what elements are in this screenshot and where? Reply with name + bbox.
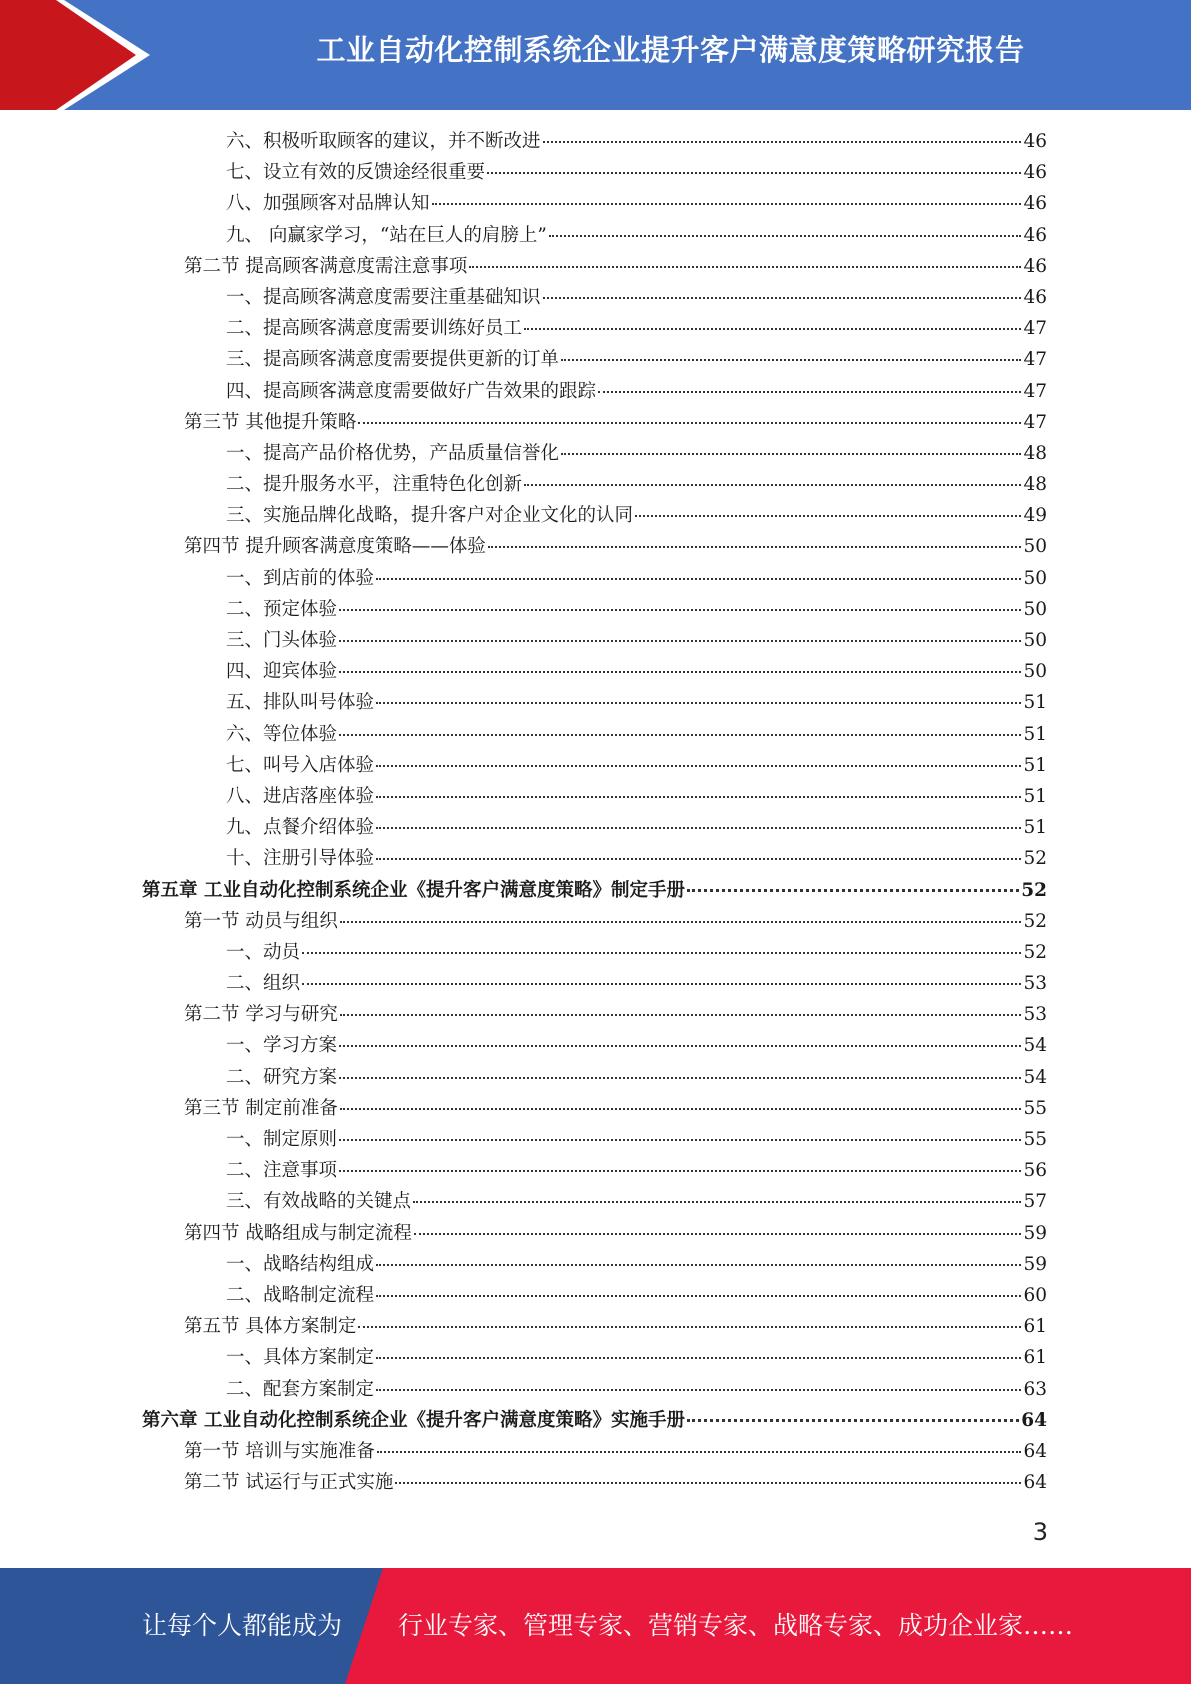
toc-entry-page: 48 xyxy=(1023,442,1047,464)
toc-entry-title: 七、叫号入店体验 xyxy=(226,754,375,776)
toc-entry-page: 50 xyxy=(1023,661,1047,683)
toc-entry[interactable] xyxy=(142,1187,1047,1218)
toc-dot-leader xyxy=(339,609,1021,611)
toc-entry[interactable] xyxy=(142,501,1047,532)
toc-dot-leader xyxy=(376,796,1021,798)
toc-entry-title: 一、具体方案制定 xyxy=(226,1347,375,1369)
toc-entry-page: 55 xyxy=(1023,1097,1047,1119)
toc-dot-leader xyxy=(395,1482,1021,1484)
toc-entry-page: 56 xyxy=(1023,1160,1047,1182)
toc-entry[interactable] xyxy=(142,1437,1047,1468)
toc-entry-page: 61 xyxy=(1023,1316,1047,1338)
toc-entry-title: 四、提高顾客满意度需要做好广告效果的跟踪 xyxy=(226,380,597,402)
toc-entry[interactable] xyxy=(142,1250,1047,1281)
toc-entry-title: 二、研究方案 xyxy=(226,1066,338,1088)
toc-entry[interactable] xyxy=(142,969,1047,1000)
toc-entry-page: 47 xyxy=(1023,318,1047,340)
toc-entry-page: 64 xyxy=(1021,1409,1047,1431)
toc-entry[interactable] xyxy=(142,439,1047,470)
toc-entry-page: 51 xyxy=(1023,692,1047,714)
toc-entry-title: 八、加强顾客对品牌认知 xyxy=(226,193,430,215)
toc-entry-page: 46 xyxy=(1023,131,1047,152)
toc-entry-page: 61 xyxy=(1023,1347,1047,1369)
toc-dot-leader xyxy=(376,1264,1021,1266)
toc-entry-title: 六、积极听取顾客的建议，并不断改进 xyxy=(226,131,541,152)
toc-entry-page: 64 xyxy=(1023,1440,1047,1462)
toc-entry-title: 三、有效战略的关键点 xyxy=(226,1191,412,1213)
toc-dot-leader xyxy=(376,827,1021,829)
toc-entry-page: 50 xyxy=(1023,567,1047,589)
toc-entry-page: 52 xyxy=(1021,879,1047,901)
toc-dot-leader xyxy=(376,858,1021,860)
toc-entry-title: 第五节 具体方案制定 xyxy=(184,1316,357,1338)
toc-entry-title: 一、战略结构组成 xyxy=(226,1253,375,1275)
toc-entry[interactable] xyxy=(142,1063,1047,1094)
toc-dot-leader xyxy=(376,578,1021,580)
page-footer xyxy=(0,1568,1191,1684)
toc-entry-page: 51 xyxy=(1023,723,1047,745)
chevron-logo-icon xyxy=(0,0,150,110)
toc-dot-leader xyxy=(339,1045,1021,1047)
toc-entry[interactable] xyxy=(142,377,1047,408)
toc-dot-leader xyxy=(376,1295,1021,1297)
toc-entry-title: 二、配套方案制定 xyxy=(226,1378,375,1400)
toc-entry-title: 二、预定体验 xyxy=(226,598,338,620)
toc-entry-page: 50 xyxy=(1023,630,1047,651)
toc-entry[interactable] xyxy=(142,1468,1047,1499)
toc-entry-page: 46 xyxy=(1023,162,1047,184)
toc-entry[interactable] xyxy=(142,595,1047,626)
toc-dot-leader xyxy=(376,1389,1021,1391)
toc-entry-title: 九、点餐介绍体验 xyxy=(226,817,375,839)
toc-entry[interactable] xyxy=(142,626,1047,657)
toc-entry[interactable] xyxy=(142,564,1047,595)
toc-dot-leader xyxy=(549,235,1022,237)
toc-entry[interactable] xyxy=(142,283,1047,314)
toc-entry-page: 64 xyxy=(1023,1472,1047,1494)
toc-entry-page: 51 xyxy=(1023,785,1047,807)
toc-entry-page: 59 xyxy=(1023,1253,1047,1275)
toc-dot-leader xyxy=(413,1201,1021,1203)
toc-entry[interactable] xyxy=(142,1406,1047,1437)
toc-entry[interactable] xyxy=(142,1000,1047,1031)
toc-dot-leader xyxy=(340,921,1022,923)
toc-entry-page: 54 xyxy=(1023,1066,1047,1088)
toc-entry[interactable] xyxy=(142,938,1047,969)
toc-dot-leader xyxy=(687,889,1019,892)
toc-entry-title: 一、学习方案 xyxy=(226,1035,338,1057)
toc-entry-page: 48 xyxy=(1023,474,1047,496)
toc-entry-page: 52 xyxy=(1023,910,1047,932)
toc-entry[interactable] xyxy=(142,127,1047,158)
toc-entry-title: 四、迎宾体验 xyxy=(226,661,338,683)
toc-entry-title: 九、 向赢家学习，“站在巨人的肩膀上” xyxy=(226,224,547,246)
toc-entry[interactable] xyxy=(142,532,1047,563)
toc-entry-title: 一、提高产品价格优势，产品质量信誉化 xyxy=(226,442,560,464)
toc-entry-title: 第三节 制定前准备 xyxy=(184,1097,338,1119)
toc-entry-page: 52 xyxy=(1023,941,1047,963)
page-number: 3 xyxy=(1032,1518,1048,1546)
toc-dot-leader xyxy=(469,266,1021,268)
toc-entry-page: 50 xyxy=(1023,598,1047,620)
toc-dot-leader xyxy=(339,734,1021,736)
toc-dot-leader xyxy=(376,1357,1021,1359)
toc-entry[interactable] xyxy=(142,408,1047,439)
toc-entry-title: 第五章 工业自动化控制系统企业《提升客户满意度策略》制定手册 xyxy=(142,879,685,901)
toc-dot-leader xyxy=(302,983,1021,985)
toc-dot-leader xyxy=(376,765,1021,767)
toc-dot-leader xyxy=(524,484,1021,486)
toc-entry-title: 五、排队叫号体验 xyxy=(226,692,375,714)
toc-dot-leader xyxy=(340,1108,1022,1110)
toc-entry-page: 46 xyxy=(1023,193,1047,215)
toc-dot-leader xyxy=(377,1451,1022,1453)
toc-entry[interactable] xyxy=(142,1219,1047,1250)
toc-entry-title: 第一节 动员与组织 xyxy=(184,910,338,932)
toc-entry[interactable] xyxy=(142,221,1047,252)
page-header xyxy=(0,0,1191,110)
toc-entry[interactable] xyxy=(142,688,1047,719)
toc-entry[interactable] xyxy=(142,158,1047,189)
toc-dot-leader xyxy=(302,952,1021,954)
toc-dot-leader xyxy=(414,1233,1022,1235)
toc-entry-page: 57 xyxy=(1023,1191,1047,1213)
toc-dot-leader xyxy=(635,515,1021,517)
toc-dot-leader xyxy=(561,453,1021,455)
table-of-contents xyxy=(142,127,1047,1499)
toc-entry-page: 54 xyxy=(1023,1035,1047,1057)
document-title: 工业自动化控制系统企业提升客户满意度策略研究报告 xyxy=(316,33,1025,67)
toc-entry-page: 51 xyxy=(1023,754,1047,776)
toc-entry[interactable] xyxy=(142,252,1047,283)
toc-entry[interactable] xyxy=(142,1375,1047,1406)
toc-entry[interactable] xyxy=(142,720,1047,751)
toc-entry[interactable] xyxy=(142,470,1047,501)
toc-entry-title: 六、等位体验 xyxy=(226,723,338,745)
toc-entry-title: 第四节 战略组成与制定流程 xyxy=(184,1222,412,1244)
toc-dot-leader xyxy=(339,671,1021,673)
toc-dot-leader xyxy=(598,391,1021,393)
toc-entry[interactable] xyxy=(142,1125,1047,1156)
toc-entry-title: 第六章 工业自动化控制系统企业《提升客户满意度策略》实施手册 xyxy=(142,1409,685,1431)
toc-entry-page: 55 xyxy=(1023,1129,1047,1150)
toc-entry[interactable] xyxy=(142,907,1047,938)
toc-entry[interactable] xyxy=(142,844,1047,875)
toc-entry[interactable] xyxy=(142,876,1047,907)
toc-entry-title: 第二节 学习与研究 xyxy=(184,1004,338,1026)
toc-entry[interactable] xyxy=(142,751,1047,782)
toc-entry-title: 一、到店前的体验 xyxy=(226,567,375,589)
toc-dot-leader xyxy=(543,297,1022,299)
toc-dot-leader xyxy=(488,546,1022,548)
toc-entry-title: 二、组织 xyxy=(226,973,301,995)
toc-dot-leader xyxy=(524,328,1021,330)
toc-dot-leader xyxy=(358,1326,1021,1328)
toc-entry[interactable] xyxy=(142,1281,1047,1312)
toc-dot-leader xyxy=(687,1419,1019,1422)
toc-entry-title: 八、进店落座体验 xyxy=(226,785,375,807)
toc-entry[interactable] xyxy=(142,813,1047,844)
toc-entry-title: 十、注册引导体验 xyxy=(226,848,375,870)
toc-dot-leader xyxy=(340,1014,1022,1016)
toc-dot-leader xyxy=(358,422,1021,424)
footer-slogan-right: 行业专家、管理专家、营销专家、战略专家、成功企业家…… xyxy=(398,1611,1074,1640)
toc-entry-title: 二、提升服务水平，注重特色化创新 xyxy=(226,474,523,496)
toc-entry-page: 53 xyxy=(1023,973,1047,995)
toc-entry-page: 49 xyxy=(1023,505,1047,527)
toc-entry[interactable] xyxy=(142,189,1047,220)
toc-entry-page: 46 xyxy=(1023,255,1047,277)
toc-entry-title: 三、门头体验 xyxy=(226,630,338,651)
toc-entry-page: 46 xyxy=(1023,286,1047,308)
toc-entry-title: 第三节 其他提升策略 xyxy=(184,411,357,433)
toc-entry[interactable] xyxy=(142,1094,1047,1125)
toc-dot-leader xyxy=(561,359,1021,361)
toc-dot-leader xyxy=(339,1139,1021,1141)
toc-entry-title: 七、设立有效的反馈途经很重要 xyxy=(226,162,486,184)
toc-entry-page: 47 xyxy=(1023,349,1047,371)
toc-entry[interactable] xyxy=(142,1312,1047,1343)
toc-entry-page: 60 xyxy=(1023,1284,1047,1306)
toc-entry-title: 二、注意事项 xyxy=(226,1160,338,1182)
toc-entry[interactable] xyxy=(142,782,1047,813)
toc-entry-title: 二、提高顾客满意度需要训练好员工 xyxy=(226,318,523,340)
toc-dot-leader xyxy=(432,203,1022,205)
toc-entry-title: 一、制定原则 xyxy=(226,1129,338,1150)
toc-entry-page: 52 xyxy=(1023,848,1047,870)
toc-entry-title: 一、动员 xyxy=(226,941,301,963)
toc-entry-title: 第四节 提升顾客满意度策略——体验 xyxy=(184,536,486,558)
toc-entry-page: 53 xyxy=(1023,1004,1047,1026)
toc-dot-leader xyxy=(543,141,1022,143)
toc-entry-page: 59 xyxy=(1023,1222,1047,1244)
toc-dot-leader xyxy=(339,640,1021,642)
toc-entry[interactable] xyxy=(142,345,1047,376)
footer-slogan-left: 让每个人都能成为 xyxy=(142,1611,343,1640)
toc-dot-leader xyxy=(376,702,1021,704)
toc-entry-title: 二、战略制定流程 xyxy=(226,1284,375,1306)
toc-dot-leader xyxy=(339,1077,1021,1079)
toc-dot-leader xyxy=(487,172,1021,174)
toc-entry-title: 第二节 提高顾客满意度需注意事项 xyxy=(184,255,468,277)
toc-entry[interactable] xyxy=(142,1031,1047,1062)
toc-entry[interactable] xyxy=(142,657,1047,688)
toc-entry-page: 51 xyxy=(1023,817,1047,839)
toc-entry[interactable] xyxy=(142,314,1047,345)
toc-entry[interactable] xyxy=(142,1343,1047,1374)
toc-entry-page: 63 xyxy=(1023,1378,1047,1400)
toc-entry-page: 47 xyxy=(1023,411,1047,433)
toc-entry-title: 第一节 培训与实施准备 xyxy=(184,1440,375,1462)
toc-entry-title: 三、实施品牌化战略，提升客户对企业文化的认同 xyxy=(226,505,634,527)
toc-entry-page: 50 xyxy=(1023,536,1047,558)
toc-entry[interactable] xyxy=(142,1156,1047,1187)
toc-entry-page: 47 xyxy=(1023,380,1047,402)
toc-entry-title: 一、提高顾客满意度需要注重基础知识 xyxy=(226,286,541,308)
toc-entry-title: 第二节 试运行与正式实施 xyxy=(184,1472,394,1494)
toc-entry-title: 三、提高顾客满意度需要提供更新的订单 xyxy=(226,349,560,371)
toc-entry-page: 46 xyxy=(1023,224,1047,246)
toc-dot-leader xyxy=(339,1170,1021,1172)
